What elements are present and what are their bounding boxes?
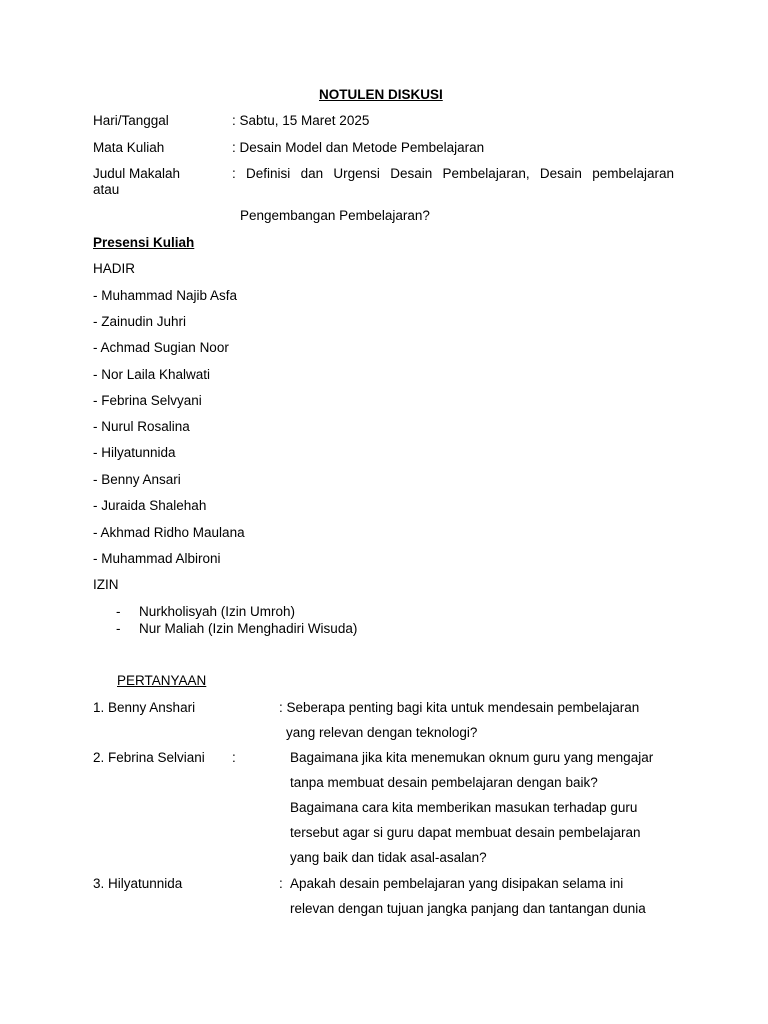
hadir-list-item: - Zainudin Juhri	[93, 314, 187, 329]
judul-makalah-label: Judul Makalah	[93, 166, 181, 181]
hadir-list-item: - Akhmad Ridho Maulana	[93, 525, 245, 540]
mata-kuliah-label: Mata Kuliah	[93, 140, 165, 155]
hadir-list-item: - Nurul Rosalina	[93, 419, 190, 434]
question-2-line: Bagaimana jika kita menemukan oknum guru yang mengajar	[290, 750, 654, 765]
question-3-colon: :	[279, 876, 283, 891]
judul-word: Urgensi	[333, 166, 380, 181]
hadir-list-item: - Nor Laila Khalwati	[93, 367, 211, 382]
hadir-list-item: - Juraida Shalehah	[93, 498, 207, 513]
izin-list-item: Nur Maliah (Izin Menghadiri Wisuda)	[139, 621, 358, 636]
hari-tanggal-value: : Sabtu, 15 Maret 2025	[232, 113, 370, 128]
hadir-label: HADIR	[93, 261, 136, 276]
question-2-line: tanpa membuat desain pembelajaran dengan baik?	[290, 775, 598, 790]
judul-word: Definisi	[246, 166, 291, 181]
judul-makalah-value-line1	[232, 166, 674, 182]
question-2-name: 2. Febrina Selviani	[93, 750, 205, 765]
question-2-colon: :	[232, 750, 236, 765]
question-2-line: yang baik dan tidak asal-asalan?	[290, 850, 487, 865]
hadir-list-item: - Hilyatunnida	[93, 445, 176, 460]
question-2-line: Bagaimana cara kita memberikan masukan terhadap guru	[290, 800, 638, 815]
judul-word: pembelajaran	[592, 166, 674, 181]
judul-makalah-value-line2: Pengembangan Pembelajaran?	[240, 208, 430, 223]
pertanyaan-heading: PERTANYAAN	[117, 673, 207, 688]
question-3-line: Apakah desain pembelajaran yang disipakan selama ini	[290, 876, 624, 891]
question-1-line: : Seberapa penting bagi kita untuk mendesain pembelajaran	[279, 700, 640, 715]
question-3-name: 3. Hilyatunnida	[93, 876, 183, 891]
question-1-name: 1. Benny Anshari	[93, 700, 196, 715]
page-title: NOTULEN DISKUSI	[319, 87, 443, 102]
judul-word: Pembelajaran,	[442, 166, 530, 181]
hadir-list-item: - Febrina Selvyani	[93, 393, 202, 408]
judul-word: :	[232, 166, 236, 181]
hari-tanggal-label: Hari/Tanggal	[93, 113, 169, 128]
hadir-list-item: - Muhammad Albironi	[93, 551, 221, 566]
hadir-list-item: - Muhammad Najib Asfa	[93, 288, 238, 303]
izin-bullet: -	[116, 621, 121, 636]
hadir-list-item: - Benny Ansari	[93, 472, 181, 487]
izin-label: IZIN	[93, 577, 119, 592]
presensi-heading: Presensi Kuliah	[93, 235, 195, 250]
question-1-line: yang relevan dengan teknologi?	[286, 725, 478, 740]
judul-word: dan	[300, 166, 324, 181]
izin-list-item: Nurkholisyah (Izin Umroh)	[139, 604, 296, 619]
izin-bullet: -	[116, 604, 121, 619]
question-2-line: tersebut agar si guru dapat membuat desain pembelajaran	[290, 825, 641, 840]
mata-kuliah-value: : Desain Model dan Metode Pembelajaran	[232, 140, 485, 155]
hadir-list-item: - Achmad Sugian Noor	[93, 340, 229, 355]
judul-word: Desain	[539, 166, 582, 181]
question-3-line: relevan dengan tujuan jangka panjang dan tantangan dunia	[290, 901, 646, 916]
judul-makalah-label-atau: atau	[93, 182, 120, 197]
judul-word: Desain	[390, 166, 433, 181]
